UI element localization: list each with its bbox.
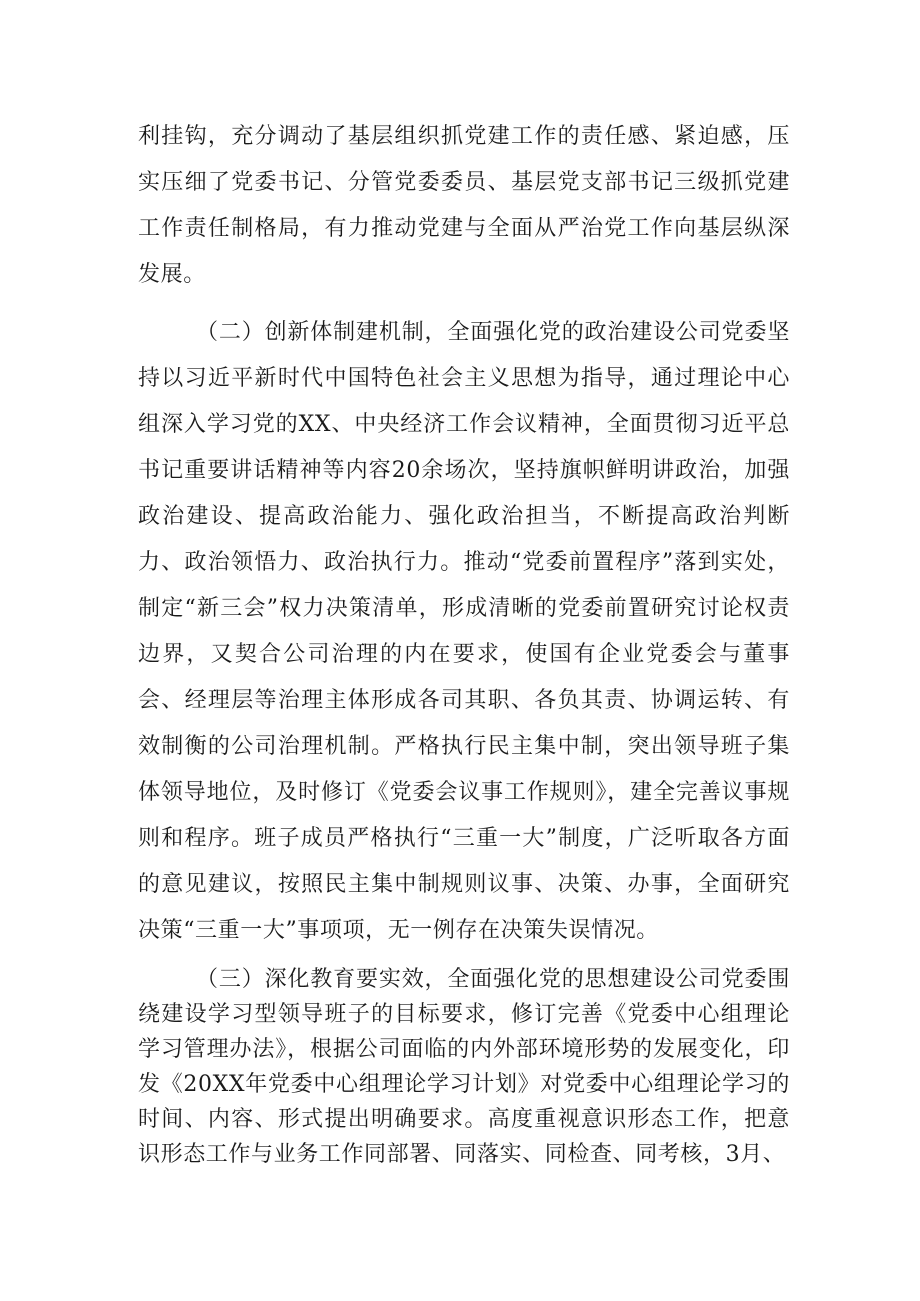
paragraph-section-two: （二）创新体制建机制，全面强化党的政治建设公司党委坚持以习近平新时代中国特色社会主义思想为指导，通过理论中心组深入学习党的XX、中央经济工作会议精神，全面贯彻习近平总书记重要讲话精神等内容20余场次，坚持旗帜鲜明讲政治，加强政治建设、提高政治能力、强化政治担当，不断提高政治判断力、政治领悟力、政治执行力。推动“党委前置程序”落到实处，制定“新三会”权力决策清单，形成清晰的党委前置研究讨论权责边界，又契合公司治理的内在要求，使国有企业党委会与董事会、经理层等治理主体形成各司其职、各负其责、协调运转、有效制衡的公司治理机制。严格执行民主集中制，突出领导班子集体领导地位，及时修订《党委会议事工作规则》，建全完善议事规则和程序。班子成员严格执行“三重一大”制度，广泛听取各方面的意见建议，按照民主集中制规则议事、决策、办事，全面研究决策“三重一大”事项项，无一例存在决策失误情况。: [138, 320, 790, 943]
paragraph-section-three: （三）深化教育要实效，全面强化党的思想建设公司党委围绕建设学习型领导班子的目标要求，修订完善《党委中心组理论学习管理办法》，根据公司面临的内外部环境形势的发展变化，印发《20XX年党委中心组理论学习计划》对党委中心组理论学习的时间、内容、形式提出明确要求。高度重视意识形态工作，把意识形态工作与业务工作同部署、同落实、同检查、同考核，3月、: [138, 967, 790, 1167]
paragraph-continuation: 利挂钩，充分调动了基层组织抓党建工作的责任感、紧迫感，压实压细了党委书记、分管党委委员、基层党支部书记三级抓党建工作责任制格局，有力推动党建与全面从严治党工作向基层纵深发展。: [138, 124, 790, 287]
